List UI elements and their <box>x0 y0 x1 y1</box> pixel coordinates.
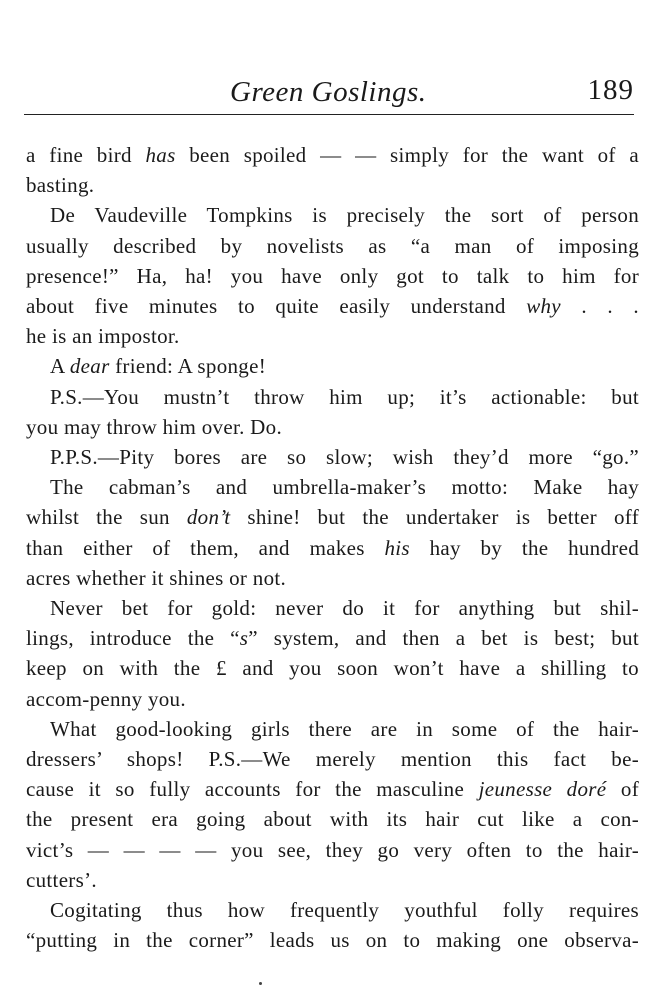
text-line: usually described by novelists as “a man of imposing <box>26 233 639 258</box>
text-line: acres whether it shines or not. <box>26 565 287 590</box>
header-rule <box>24 114 634 115</box>
text-line: dressers’ shops! P.S.—We merely mention this fact be- <box>26 747 639 772</box>
text-line <box>26 774 639 804</box>
text-line: Never bet for gold: never do it for anything but shil- <box>50 596 639 621</box>
running-title: Green Goslings. <box>230 76 427 108</box>
text-line: he is an impostor. <box>26 324 180 349</box>
text-run: been spoiled — — simply for the want of a <box>175 143 639 167</box>
text-run: than either of them, and makes <box>26 535 385 560</box>
text-line <box>26 502 639 532</box>
text-run: about five minutes to quite easily understand <box>26 294 527 319</box>
italic-run: dear <box>69 354 110 379</box>
page-number: 189 <box>587 74 634 106</box>
italic-run: s <box>239 626 249 651</box>
text-line: vict’s — — — — you see, they go very often to the hair- <box>26 837 639 862</box>
text-line: you may throw him over. Do. <box>26 414 282 439</box>
text-run: lings, introduce the “ <box>26 626 240 651</box>
text-line: keep on with the £ and you soon won’t have a shilling to <box>26 656 639 681</box>
text-line <box>26 140 639 170</box>
text-line: cutters’. <box>26 867 97 892</box>
text-run: A <box>50 354 70 379</box>
italic-run: has <box>145 143 176 167</box>
text-line: the present era going about with its hair cut like a con- <box>26 807 639 832</box>
text-line <box>26 533 639 563</box>
body-text <box>26 140 639 955</box>
text-run: friend: A sponge! <box>109 354 267 379</box>
text-line: “putting in the corner” leads us on to making one observa- <box>26 928 639 953</box>
text-line: presence!” Ha, ha! you have only got to talk to him for <box>26 263 639 288</box>
text-run: cause it so fully accounts for the masculine <box>26 777 479 802</box>
text-run: a fine bird <box>26 143 146 167</box>
text-run: ” system, and then a bet is best; but <box>248 626 639 651</box>
text-line: What good-looking girls there are in some of the hair- <box>50 716 639 741</box>
print-speck <box>259 982 262 985</box>
text-run: of <box>606 777 639 802</box>
text-line: P.S.—You mustn’t throw him up; it’s actionable: but <box>50 384 639 409</box>
italic-run: jeunesse doré <box>478 777 607 802</box>
text-line <box>26 623 639 653</box>
text-line <box>26 351 639 381</box>
text-line: basting. <box>26 173 95 198</box>
text-line <box>26 291 639 321</box>
text-line: accom-penny you. <box>26 686 186 711</box>
italic-run: why <box>526 294 561 319</box>
text-run: hay by the hundred <box>409 535 639 560</box>
text-line: Cogitating thus how frequently youthful folly requires <box>50 898 639 923</box>
text-run: . . . <box>560 294 639 319</box>
text-line: The cabman’s and umbrella-maker’s motto: Make hay <box>50 475 639 500</box>
italic-run: his <box>384 535 410 560</box>
running-head <box>24 72 634 112</box>
italic-run: don’t <box>186 505 231 530</box>
text-run: whilst the sun <box>26 505 187 530</box>
text-line: De Vaudeville Tompkins is precisely the sort of person <box>50 203 639 228</box>
text-run: shine! but the undertaker is better off <box>230 505 640 530</box>
text-line: P.P.S.—Pity bores are so slow; wish they’d more “go.” <box>50 445 639 470</box>
